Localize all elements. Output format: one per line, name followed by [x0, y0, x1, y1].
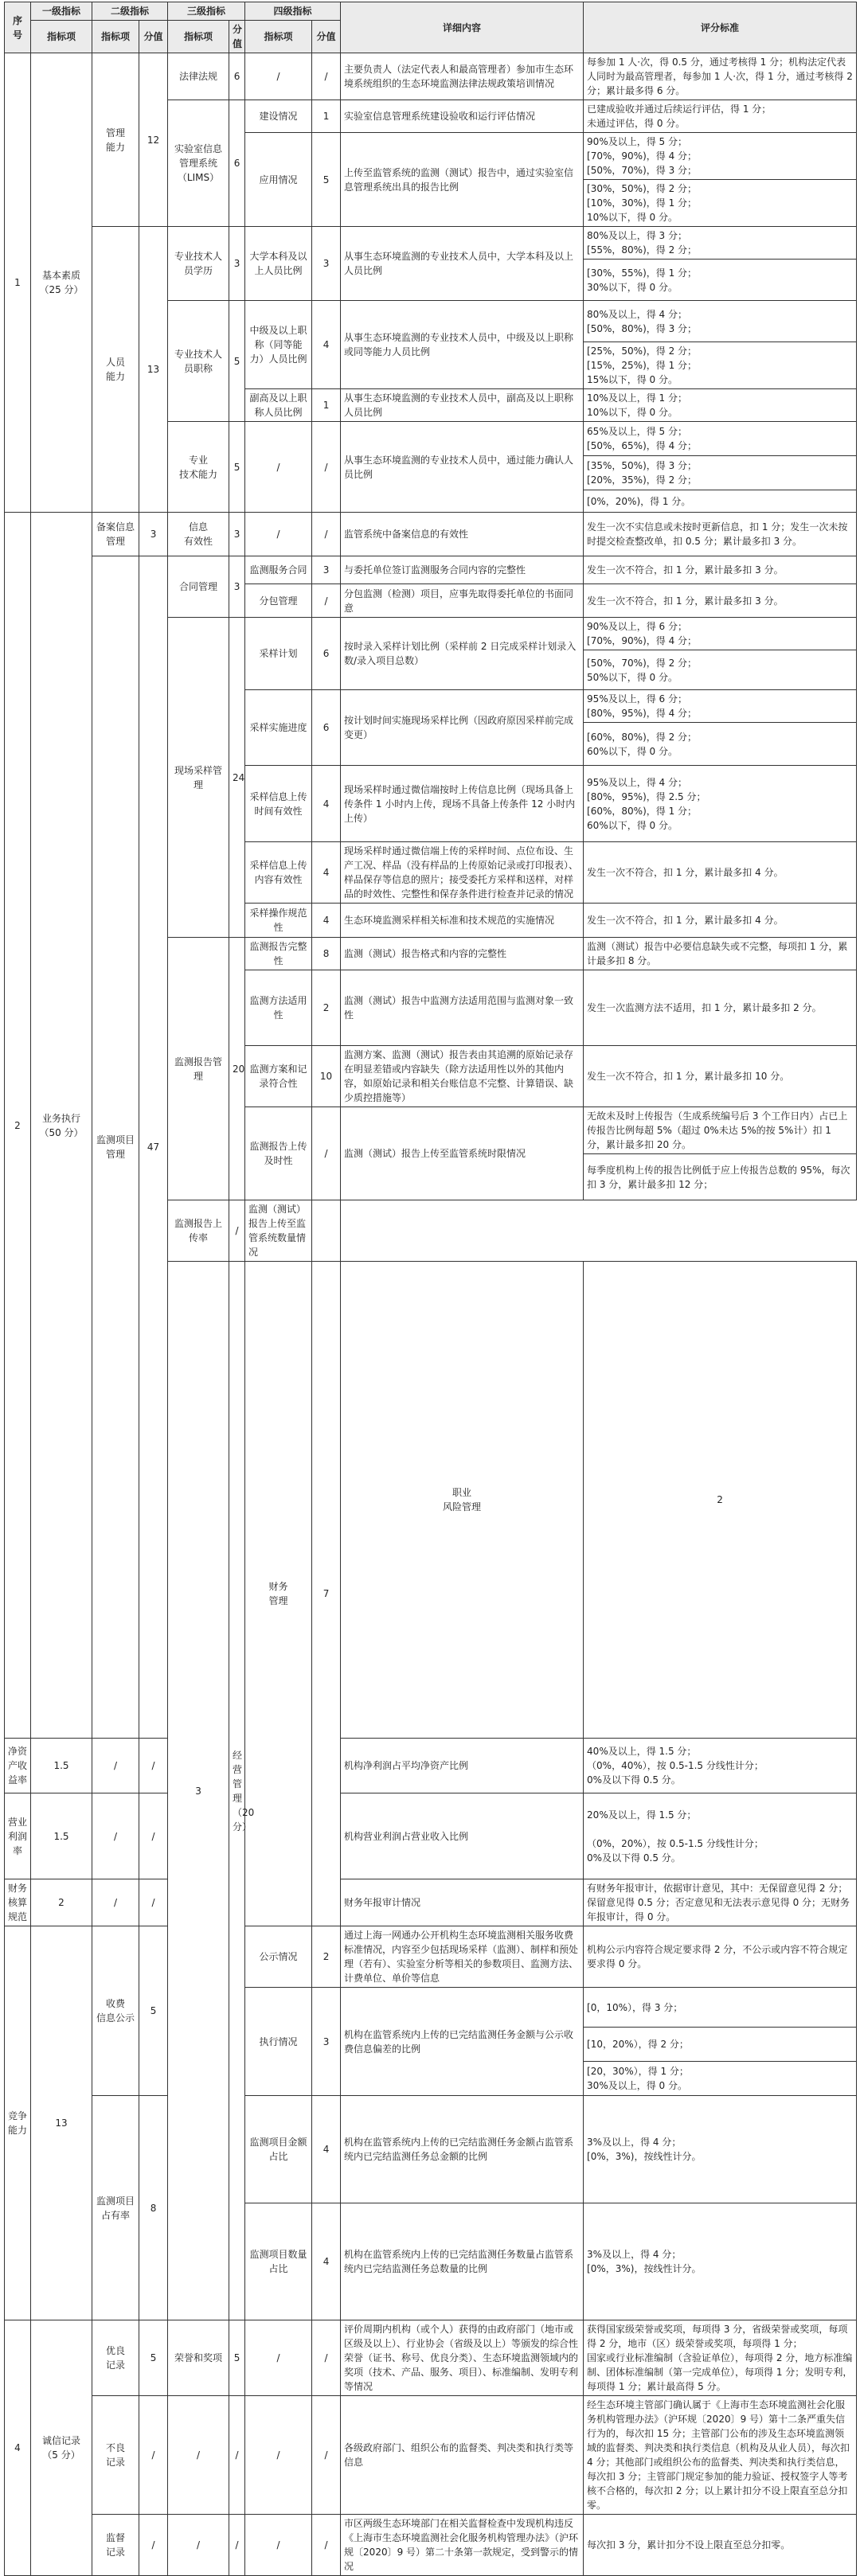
table-cell: 各级政府部门、组织公布的监督类、判决类和执行类等信息 — [341, 2396, 584, 2515]
table-row — [5, 2320, 857, 2396]
table-cell: 2 — [312, 970, 341, 1046]
table-cell: 监测方案和记录符合性 — [245, 1046, 312, 1107]
table-cell: 3 — [312, 556, 341, 584]
table-cell: 2 — [5, 513, 31, 1739]
table-cell: 4 — [312, 301, 341, 389]
table-cell: 合同管理 — [168, 556, 229, 618]
table-cell: / — [312, 1107, 341, 1200]
table-cell: 监测（测试）报告格式和内容的完整性 — [341, 938, 584, 970]
table-cell: 1 — [312, 389, 341, 422]
table-cell: / — [312, 53, 341, 100]
subheader-level2-item: 指标项 — [92, 21, 139, 53]
table-cell: 现场采样管理 — [168, 618, 229, 938]
table-cell: 20 — [229, 938, 245, 1200]
table-cell: 上传至监管系统的监测（测试）报告中，通过实验室信息管理系统出具的报告比例 — [341, 133, 584, 227]
table-cell: 3%及以上，得 4 分； [0%，3%)，按线性计分。 — [584, 2203, 857, 2320]
table-cell: / — [229, 2515, 245, 2576]
table-cell: / — [92, 1793, 139, 1879]
table-cell: 专业技术人员职称 — [168, 301, 229, 422]
table-cell: 监测（测试）报告上传至监管系统时限情况 — [341, 1107, 584, 1200]
table-cell: 10%及以上，得 1 分； 10%以下，得 0 分。 — [584, 389, 857, 422]
table-cell: 竞争 能力 — [5, 1926, 31, 2320]
table-cell: 监测服务合同 — [245, 556, 312, 584]
table-cell: 3 — [312, 227, 341, 301]
table-cell: / — [168, 2515, 229, 2576]
table-cell: 荣誉和奖项 — [168, 2320, 229, 2396]
table-cell: 执行情况 — [245, 1988, 312, 2096]
table-cell: 5 — [139, 1926, 168, 2096]
table-cell: 90%及以上，得 6 分； [70%，90%)，得 4 分； — [584, 618, 857, 650]
table-cell: 经生态环境主管部门确认属于《上海市生态环境监测社会化服务机构管理办法》（沪环规〔2020〕9 号）第十二条严重失信行为的，每次扣 15 分；主管部门公布的涉及生态环境监测领域的监督类、判决类和执行类信息（机构及从业人员），每次扣 4 分；其他部门或组织公布的监督类、判决类和执行类信息，每次扣 3 分；主管部门规定参加的能力验证、授权签字人等考核不合格的，每次扣 2 分；以上累计扣分不设上限直至总分扣零。 — [584, 2396, 857, 2515]
table-cell: 1.5 — [31, 1793, 92, 1879]
table-body — [5, 53, 857, 2576]
table-cell: / — [245, 422, 312, 513]
table-cell: 发生一次不符合，扣 1 分，累计最多扣 10 分。 — [584, 1046, 857, 1107]
table-cell: [10，20%），得 2 分； — [584, 2028, 857, 2062]
table-cell: 每次扣 3 分，累计扣分不设上限直至总分扣零。 — [584, 2515, 857, 2576]
table-cell: 3%及以上，得 4 分； [0%，3%)，按线性计分。 — [584, 2096, 857, 2203]
table-cell: 5 — [139, 2320, 168, 2396]
table-cell: 现场采样时通过微信端按时上传信息比例（现场具备上传条件 1 小时内上传，现场不具备上传条件 12 小时内上传） — [341, 766, 584, 842]
table-cell: 从事生态环境监测的专业技术人员中，大学本科及以上人员比例 — [341, 227, 584, 301]
table-cell: 应用情况 — [245, 133, 312, 227]
table-cell: 监测报告完整性 — [245, 938, 312, 970]
table-cell: 分包管理 — [245, 584, 312, 618]
table-cell: 6 — [229, 53, 245, 100]
table-cell: 从事生态环境监测的专业技术人员中，副高及以上职称人员比例 — [341, 389, 584, 422]
col-header-level2: 二级指标 — [92, 2, 168, 21]
table-cell: 副高及以上职称人员比例 — [245, 389, 312, 422]
table-row — [5, 2515, 857, 2576]
table-cell: / — [312, 2515, 341, 2576]
table-cell: 2 — [31, 1879, 92, 1926]
table-cell: 3 — [168, 1262, 229, 2320]
table-cell: 6 — [312, 618, 341, 690]
table-cell: 4 — [312, 2096, 341, 2203]
table-cell: 公示情况 — [245, 1926, 312, 1988]
table-cell: 监测项目金额占比 — [245, 2096, 312, 2203]
table-cell: 3 — [229, 556, 245, 618]
table-cell: 优良 记录 — [92, 2320, 139, 2396]
table-cell: 3 — [229, 513, 245, 556]
table-cell: 按时录入采样计划比例（采样前 2 日完成采样计划录入数/录入项目总数） — [341, 618, 584, 690]
table-cell: / — [312, 2396, 341, 2515]
table-cell: [60%，80%)，得 2 分； 60%以下，得 0 分。 — [584, 723, 857, 766]
table-cell: 发生一次不符合，扣 1 分，累计最多扣 4 分。 — [584, 842, 857, 904]
table-cell: / — [139, 2515, 168, 2576]
table-cell: 4 — [312, 2203, 341, 2320]
table-cell: 机构在监管系统内上传的已完结监测任务数量占监管系统内已完结监测任务总数量的比例 — [341, 2203, 584, 2320]
table-row — [5, 2096, 857, 2203]
table-cell: 采样操作规范性 — [245, 904, 312, 938]
table-cell: 监测报告管理 — [168, 938, 229, 1200]
table-cell: 大学本科及以上人员比例 — [245, 227, 312, 301]
table-cell: 4 — [312, 904, 341, 938]
table-cell: 收费 信息公示 — [92, 1926, 139, 2096]
table-cell: 发生一次不实信息或未按时更新信息，扣 1 分；发生一次未按时提交检查整改单，扣 0.5 分；累计最多扣 3 分。 — [584, 513, 857, 556]
col-header-index: 序 号 — [5, 2, 31, 53]
table-cell: 监督 记录 — [92, 2515, 139, 2576]
table-cell: 监测（测试）报告上传至监管系统数量情况 — [245, 1200, 312, 1262]
table-row — [5, 227, 857, 260]
subheader-level1-item: 指标项 — [31, 21, 92, 53]
table-cell: [25%，50%)，得 2 分； [15%，25%)，得 1 分； 15%以下，得 0 分。 — [584, 342, 857, 389]
table-cell: 监测方案、监测（测试）报告表由其追溯的原始记录存在明显差错或内容缺失（除方法适用性以外的其他内容，如原始记录和相关台账信息不完整、计算错误、缺少质控措施等） — [341, 1046, 584, 1107]
table-cell: 13 — [139, 227, 168, 513]
table-cell: / — [312, 513, 341, 556]
table-cell: 无故未及时上传报告（生成系统编号后 3 个工作日内）占已上传报告比例每超 5%（超过 0%未达 5%的按 5%计）扣 1 分，累计最多扣 20 分。 — [584, 1107, 857, 1154]
table-row — [5, 53, 857, 100]
table-cell: 建设情况 — [245, 100, 312, 133]
table-cell: 按计划时间实施现场采样比例（因政府原因采样前完成变更） — [341, 690, 584, 766]
table-cell: 1 — [312, 100, 341, 133]
table-cell: 监测项目数量占比 — [245, 2203, 312, 2320]
table-cell: 营业 利润率 — [5, 1793, 31, 1879]
table-cell: 7 — [312, 1262, 341, 1926]
subheader-level3-item: 指标项 — [168, 21, 229, 53]
table-cell: 法律法规 — [168, 53, 229, 100]
table-cell: 生态环境监测采样相关标准和技术规范的实施情况 — [341, 904, 584, 938]
table-cell: 4 — [5, 2320, 31, 2576]
table-cell: 基本素质 （25 分） — [31, 53, 92, 513]
table-cell: 财务年报审计情况 — [341, 1879, 584, 1926]
table-cell: 1 — [5, 53, 31, 513]
table-cell: 中级及以上职称（同等能力）人员比例 — [245, 301, 312, 389]
table-cell: / — [245, 2515, 312, 2576]
table-cell: 20%及以上，得 1.5 分； （0%，20%），按 0.5-1.5 分线性计分； 0%及以下得 0.5 分。 — [584, 1793, 857, 1879]
table-cell: 监测报告上传率 — [168, 1200, 229, 1262]
table-cell: 机构在监管系统内上传的已完结监测任务金额占监管系统内已完结监测任务总金额的比例 — [341, 2096, 584, 2203]
table-cell: 3 — [312, 1988, 341, 2096]
table-cell: 管理 能力 — [92, 53, 139, 227]
table-cell: 6 — [312, 690, 341, 766]
table-cell: 从事生态环境监测的专业技术人员中，通过能力确认人员比例 — [341, 422, 584, 513]
subheader-level4-item: 指标项 — [245, 21, 312, 53]
table-cell: 40%及以上，得 1.5 分； （0%，40%），按 0.5-1.5 分线性计分； 0%及以下得 0.5 分。 — [584, 1739, 857, 1793]
table-row — [5, 1793, 857, 1879]
table-row — [5, 513, 857, 556]
table-cell: / — [168, 2396, 229, 2515]
table-cell: 5 — [229, 422, 245, 513]
col-header-detail: 详细内容 — [341, 2, 584, 53]
table-cell: 监测（测试）报告中必要信息缺失或不完整，每项扣 1 分，累计最多扣 8 分。 — [584, 938, 857, 970]
table-cell: 发生一次不符合，扣 1 分，累计最多扣 4 分。 — [584, 904, 857, 938]
table-cell: 3 — [139, 513, 168, 556]
table-cell: 净资产收益率 — [5, 1739, 31, 1793]
table-cell: 95%及以上，得 6 分； [80%，95%)，得 4 分； — [584, 690, 857, 723]
table-cell: 主要负责人（法定代表人和最高管理者）参加市生态环境系统组织的生态环境监测法律法规政策培训情况 — [341, 53, 584, 100]
table-cell: / — [92, 1739, 139, 1793]
table-cell: / — [245, 513, 312, 556]
table-cell: 80%及以上，得 3 分； [55%，80%)，得 2 分； — [584, 227, 857, 260]
table-cell: 信息 有效性 — [168, 513, 229, 556]
table-cell: 监测报告上传及时性 — [245, 1107, 312, 1200]
table-cell: [30%，50%)，得 2 分； [10%，30%)，得 1 分； 10%以下，得 0 分。 — [584, 180, 857, 227]
table-cell: 24 — [229, 618, 245, 938]
subheader-level3-score: 分值 — [229, 21, 245, 53]
table-cell: 从事生态环境监测的专业技术人员中，中级及以上职称或同等能力人员比例 — [341, 301, 584, 389]
table-cell: 业务执行 （50 分） — [31, 513, 92, 1739]
table-cell: 95%及以上，得 4 分； [80%，95%)，得 2.5 分； [60%，80%)，得 1 分； 60%以下，得 0 分。 — [584, 766, 857, 842]
table-cell: 每参加 1 人·次，得 0.5 分，通过考核得 1 分；机构法定代表人同时为最高管理者，每参加 1 人·次，得 1 分，通过考核得 2 分；累计最多得 6 分。 — [584, 53, 857, 100]
table-cell: 与委托单位签订监测服务合同内容的完整性 — [341, 556, 584, 584]
table-cell: 4 — [312, 842, 341, 904]
table-cell: 评价周期内机构（或个人）获得的由政府部门（地市或区级及以上）、行业协会（省级及以上）等颁发的综合性荣誉（证书、称号、优良分类）、生态环境监测领域内的奖项（技术、产品、服务、项目）、标准编制、发明专利等情况 — [341, 2320, 584, 2396]
table-cell: 3 — [229, 227, 245, 301]
table-cell: 机构公示内容符合规定要求得 2 分，不公示或内容不符合规定要求得 0 分。 — [584, 1926, 857, 1988]
table-cell: / — [245, 2320, 312, 2396]
table-cell: 每季度机构上传的报告比例低于应上传报告总数的 95%，每次扣 3 分，累计最多扣 12 分； — [584, 1154, 857, 1200]
table-cell: 5 — [229, 2320, 245, 2396]
table-cell: 4 — [312, 766, 341, 842]
table-cell: 经营管理 （20 分） — [229, 1262, 245, 2320]
table-cell: 职业 风险管理 — [341, 1262, 584, 1739]
table-cell: 机构营业利润占营业收入比例 — [341, 1793, 584, 1879]
table-cell: / — [312, 422, 341, 513]
table-cell: / — [139, 1739, 168, 1793]
table-cell: / — [139, 1793, 168, 1879]
table-cell: 专业技术人员学历 — [168, 227, 229, 301]
table-cell: 不良 记录 — [92, 2396, 139, 2515]
table-cell: 人员 能力 — [92, 227, 139, 513]
table-cell: 市区两级生态环境部门在相关监督检查中发现机构违反《上海市生态环境监测社会化服务机构管理办法》（沪环规〔2020〕9 号）第二十条第一款规定，受到警示的情况 — [341, 2515, 584, 2576]
table-cell: 65%及以上，得 5 分； [50%，65%)，得 4 分； — [584, 422, 857, 456]
table-cell: 监测方法适用性 — [245, 970, 312, 1046]
table-cell — [312, 1200, 341, 1262]
table-cell: / — [245, 53, 312, 100]
table-cell: / — [229, 2396, 245, 2515]
table-cell: 机构在监管系统内上传的已完结监测任务金额与公示收费信息偏差的比例 — [341, 1988, 584, 2096]
table-cell: 10 — [312, 1046, 341, 1107]
table-cell: 财务 核算规范 — [5, 1879, 31, 1926]
table-row — [5, 2396, 857, 2515]
table-cell: 2 — [584, 1262, 857, 1739]
table-cell: 6 — [229, 100, 245, 227]
table-cell: 实验室信息管理系统建设验收和运行评估情况 — [341, 100, 584, 133]
table-row — [5, 1739, 857, 1793]
table-cell: 分包监测（检测）项目，应事先取得委托单位的书面同意 — [341, 584, 584, 618]
table-cell: 监测（测试）报告中监测方法适用范围与监测对象一致性 — [341, 970, 584, 1046]
table-cell: 现场采样时通过微信端上传的采样时间、点位布设、生产工况、样品（没有样品的上传原始记录或打印报表）、样品保存等信息的照片；接受委托方采样和送样，对样品的时效性、完整性和保存条件进行检查并记录的情况 — [341, 842, 584, 904]
table-cell: 已建成验收并通过后续运行评估，得 1 分； 未通过评估，得 0 分。 — [584, 100, 857, 133]
table-cell: 机构净利润占平均净资产比例 — [341, 1739, 584, 1793]
table-cell: 实验室信息管理系统（LIMS） — [168, 100, 229, 227]
table-cell: 采样计划 — [245, 618, 312, 690]
evaluation-table — [4, 2, 857, 2576]
table-cell: 5 — [229, 301, 245, 422]
header-row — [5, 2, 857, 21]
table-cell: 有财务年报审计，依据审计意见，其中：无保留意见得 2 分；保留意见得 0.5 分；否定意见和无法表示意见得 0 分；无财务年报审计，得 0 分。 — [584, 1879, 857, 1926]
subheader-level2-score: 分值 — [139, 21, 168, 53]
table-cell: 监测项目管理 — [92, 556, 139, 1739]
table-cell: [50%，70%)，得 2 分； 50%以下，得 0 分。 — [584, 650, 857, 690]
table-cell: 发生一次不符合，扣 1 分，累计最多扣 3 分。 — [584, 556, 857, 584]
col-header-level3: 三级指标 — [168, 2, 245, 21]
table-cell: / — [245, 2396, 312, 2515]
table-cell: 90%及以上，得 5 分； [70%，90%)，得 4 分； [50%，70%)，得 3 分； — [584, 133, 857, 180]
table-cell: 监管系统中备案信息的有效性 — [341, 513, 584, 556]
table-row — [5, 556, 857, 584]
table-cell: 专业 技术能力 — [168, 422, 229, 513]
table-cell: 发生一次监测方法不适用，扣 1 分，累计最多扣 2 分。 — [584, 970, 857, 1046]
table-cell: 2 — [312, 1926, 341, 1988]
table-cell: 获得国家级荣誉或奖项，每项得 3 分，省级荣誉或奖项，每项得 2 分，地市（区）级荣誉或奖项，每项得 1 分； 国家或行业标准编制（含验证单位），每项得 2 分，地方标准编制、团体标准编制（第一完成单位），每项得 1 分；发明专利，每项得 1 分；累计最高得 5 分。 — [584, 2320, 857, 2396]
table-cell: / — [229, 1200, 245, 1262]
table-cell: 监测项目占有率 — [92, 2096, 139, 2320]
table-cell: 8 — [139, 2096, 168, 2320]
table-cell: [0%，20%)，得 1 分。 — [584, 490, 857, 513]
table-cell: 采样实施进度 — [245, 690, 312, 766]
table-cell: 发生一次不符合，扣 1 分，累计最多扣 3 分。 — [584, 584, 857, 618]
col-header-level1: 一级指标 — [31, 2, 92, 21]
table-cell: [30%，55%)，得 1 分； 30%以下，得 0 分。 — [584, 260, 857, 301]
table-cell: 13 — [31, 1926, 92, 2320]
table-cell: 8 — [312, 938, 341, 970]
table-cell: 1.5 — [31, 1739, 92, 1793]
table-cell: / — [312, 584, 341, 618]
table-cell: / — [139, 2396, 168, 2515]
table-cell: 财务 管理 — [245, 1262, 312, 1926]
table-cell: 诚信记录 （5 分） — [31, 2320, 92, 2576]
table-cell: [35%，50%)，得 3 分； [20%，35%)，得 2 分； — [584, 456, 857, 490]
table-cell: 5 — [312, 133, 341, 227]
table-cell: 80%及以上，得 4 分； [50%，80%)，得 3 分； — [584, 301, 857, 342]
table-cell: / — [312, 2320, 341, 2396]
table-cell: [20，30%），得 1 分； 30%及以上，得 0 分。 — [584, 2062, 857, 2096]
table-cell: 采样信息上传时间有效性 — [245, 766, 312, 842]
col-header-criteria: 评分标准 — [584, 2, 857, 53]
table-cell: 47 — [139, 556, 168, 1739]
subheader-level4-score: 分值 — [312, 21, 341, 53]
table-row — [5, 1926, 857, 1988]
table-cell: / — [92, 1879, 139, 1926]
table-row — [5, 1879, 857, 1926]
table-cell: 备案信息管理 — [92, 513, 139, 556]
table-cell: / — [139, 1879, 168, 1926]
table-cell: 采样信息上传内容有效性 — [245, 842, 312, 904]
table-cell: 12 — [139, 53, 168, 227]
table-cell: 通过上海一网通办公开机构生态环境监测相关服务收费标准情况，内容至少包括现场采样（监测）、制样和预处理（若有）、实验室分析等相关的参数项目、监测方法、计费单位、单价等信息 — [341, 1926, 584, 1988]
table-cell: [0，10%），得 3 分； — [584, 1988, 857, 2028]
col-header-level4: 四级指标 — [245, 2, 341, 21]
